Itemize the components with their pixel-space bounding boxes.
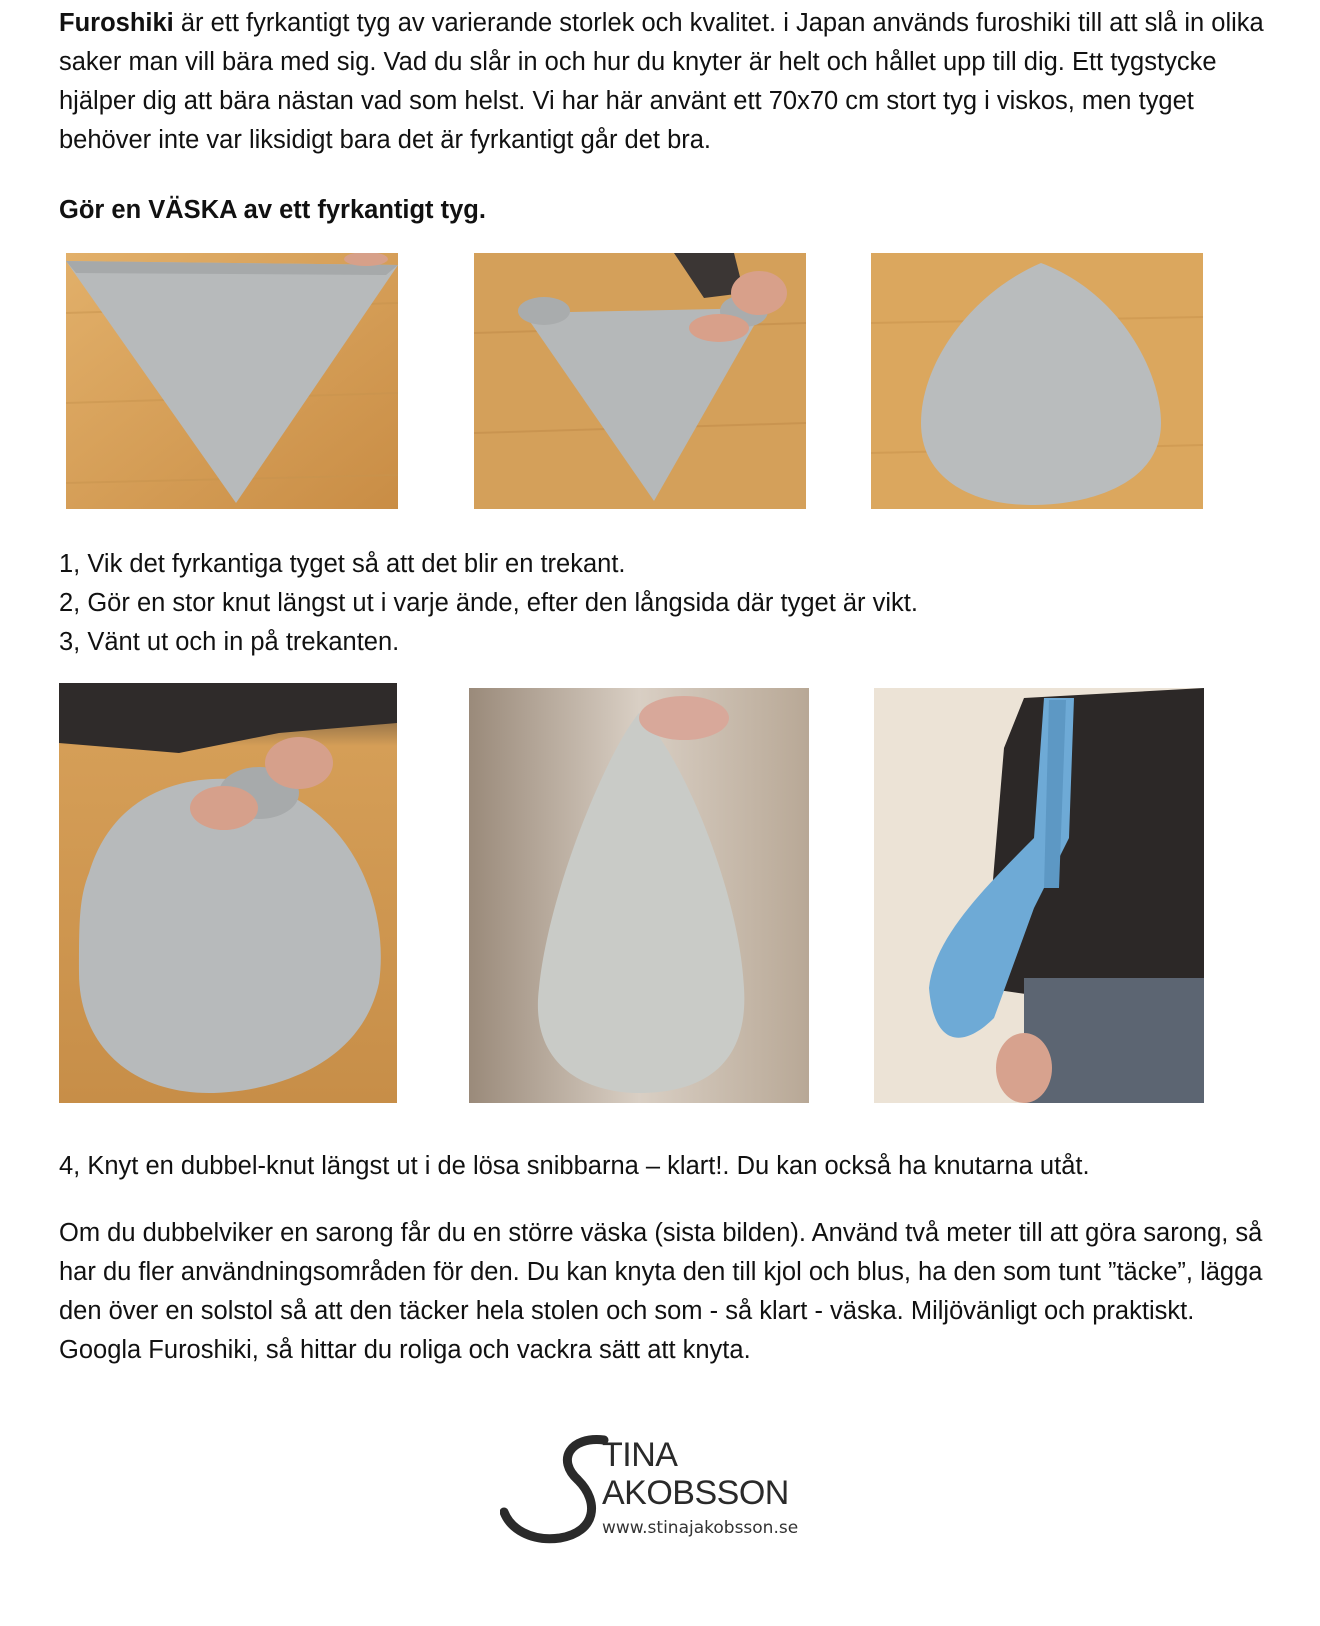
steps-list [59,545,1269,662]
logo-line-1: TINA [602,1436,678,1474]
closing-paragraph: Om du dubbelviker en sarong får du en större väska (sista bilden). Använd två meter till att göra sarong, så har du fler användningsområden för den. Du kan knyta den till kjol och blus, ha den som tunt ”täcke”, lägga den över en solstol så att den täcker hela stolen och som - så klart - väska. Miljövänligt och praktiskt. Googla Furoshiki, så hittar du roliga och vackra sätt att knyta. [59,1219,1263,1364]
step-3: 3, Vänt ut och in på trekanten. [59,628,400,656]
photo-bag-held [469,688,809,1103]
intro-title-word: Furoshiki [59,9,174,37]
intro-body: är ett fyrkantigt tyg av varierande storlek och kvalitet. i Japan används furoshiki till att slå in olika saker man vill bära med sig. Vad du slår in och hur du knyter är helt och hållet upp till dig. Ett tygstycke hjälper dig att bära nästan vad som helst. Vi har här använt ett 70x70 cm stort tyg i viskos, men tyget behöver inte var liksidigt bara det är fyrkantigt går det bra. [59,9,1264,154]
logo-line-2: AKOBSSON [602,1474,789,1512]
step-1: 1, Vik det fyrkantiga tyget så att det blir en trekant. [59,550,626,578]
section-heading: Gör en VÄSKA av ett fyrkantigt tyg. [59,196,486,224]
photo-bag-on-shoulder [874,688,1204,1103]
step-4: 4, Knyt en dubbel-knut längst ut i de lösa snibbarna – klart!. Du kan också ha knutarna utåt. [59,1152,1090,1180]
photo-step4-tying [59,683,397,1103]
photo-step2-knots [474,253,806,509]
stina-jakobsson-logo [500,1432,810,1552]
step-2: 2, Gör en stor knut längst ut i varje ände, efter den långsida där tyget är vikt. [59,589,918,617]
intro-paragraph [59,4,1269,160]
photo-step3-inverted [871,253,1203,509]
logo-website-url[interactable]: www.stinajakobsson.se [602,1518,799,1538]
photo-step1-triangle [66,253,398,509]
